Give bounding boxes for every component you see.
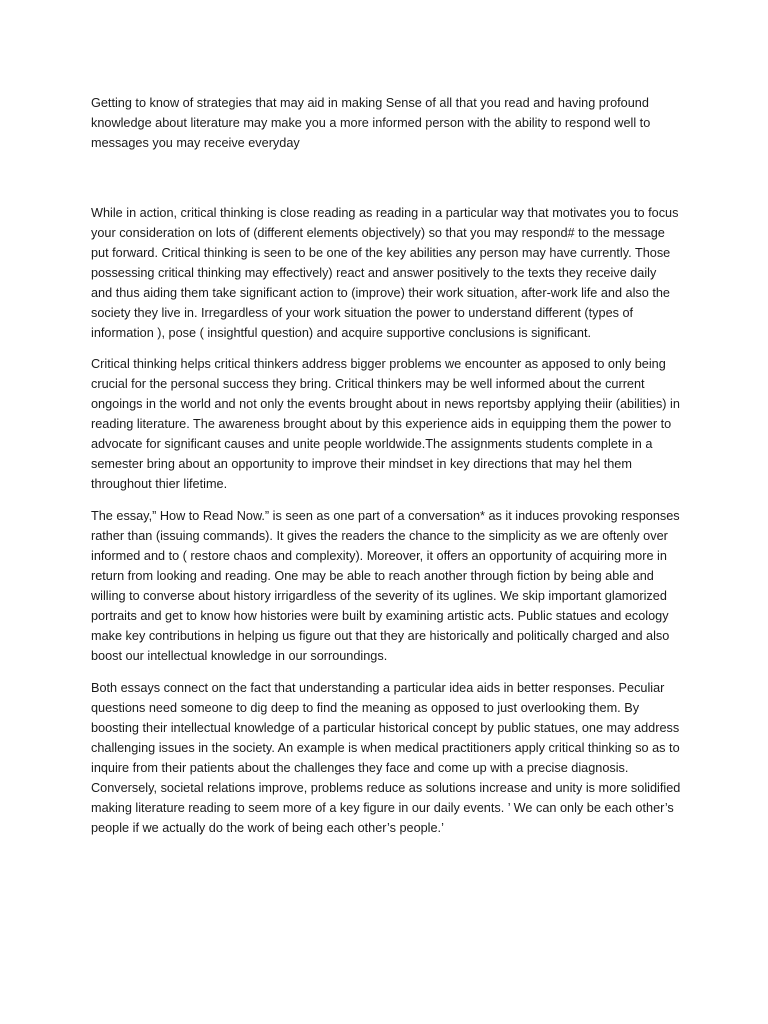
paragraph-intro: Getting to know of strategies that may aid in making Sense of all that you read and having profound knowledge about literature may make you a more informed person with the ability to respond well to messages you may receive everyday — [91, 96, 651, 150]
document-body — [91, 93, 681, 838]
paragraph-how-to-read-now: The essay,” How to Read Now.” is seen as one part of a conversation* as it induces provoking responses rather than (issuing commands). It gives the readers the chance to the simplicity as we are oftenly over informed and to ( restore chaos and complexity). Moreover, it offers an opportunity of acquiring more in return from looking and reading. One may be able to reach another through fiction by being able and willing to converse about history irrigardless of the severity of its uglines. We skip important glamorized portraits and get to know how histories were built by examining artistic acts. Public statues and ecology make key contributions in helping us figure out that they are historically and politically charged and also boost our intellectual knowledge in our sorroundings. — [91, 509, 680, 663]
paragraph-critical-thinkers: Critical thinking helps critical thinkers address bigger problems we encounter as apposed to only being crucial for the personal success they bring. Critical thinkers may be well informed about the current ongoings in the world and not only the events brought about in news reportsby applying theiir (abilities) in reading literature. The awareness brought about by this experience aids in equipping them the power to advocate for significant causes and unite people worldwide.The assignments students complete in a semester bring about an opportunity to improve their mindset in key directions that may hel them throughout thier lifetime. — [91, 357, 680, 491]
paragraph-both-essays: Both essays connect on the fact that understanding a particular idea aids in better responses. Peculiar questions need someone to dig deep to find the meaning as opposed to just overlooking them. By boosting their intellectual knowledge of a particular historical concept by public statues, one may address challenging issues in the society. An example is when medical practitioners apply critical thinking so as to inquire from their patients about the challenges they face and come up with a precise diagnosis. Conversely, societal relations improve, problems reduce as solutions increase and unity is more solidified making literature reading to seem more of a key figure in our daily events. ’ We can only be each other’s people if we actually do the work of being each other’s people.’ — [91, 681, 681, 835]
paragraph-critical-thinking: While in action, critical thinking is close reading as reading in a particular way that motivates you to focus your consideration on lots of (different elements objectively) so that you may respond# to the message put forward. Critical thinking is seen to be one of the key abilities any person may have currently. Those possessing critical thinking may effectively) react and answer positively to the texts they receive daily and thus aiding them take significant action to (improve) their work situation, after-work life and also the society they live in. Irregardless of your work situation the power to understand different (types of information ), pose ( insightful question) and acquire supportive conclusions is significant. — [91, 206, 679, 340]
